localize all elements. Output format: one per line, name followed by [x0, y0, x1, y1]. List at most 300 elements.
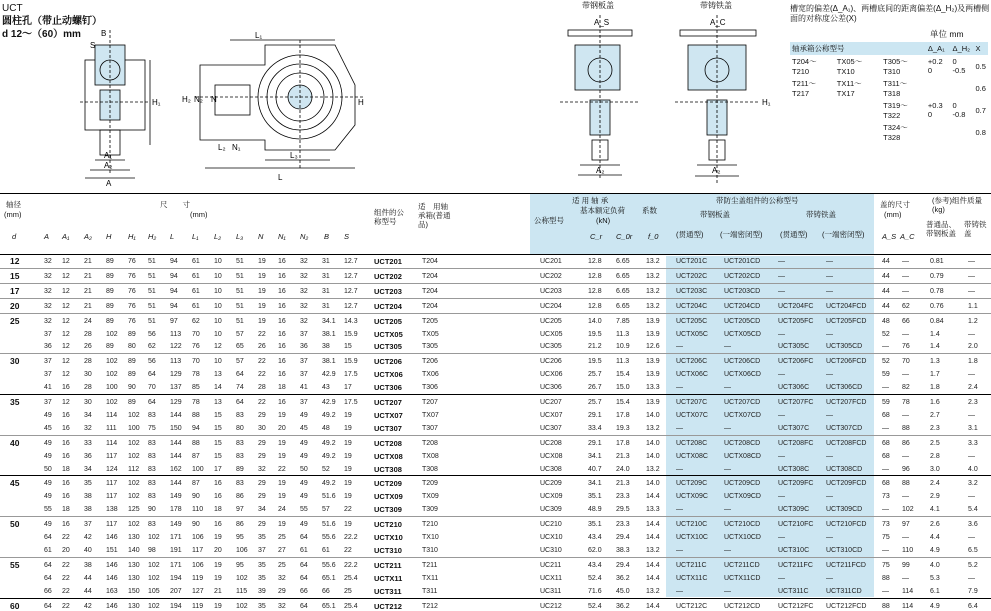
cell-height-ac: —: [902, 371, 909, 379]
cell-load-c0r: 6.65: [616, 287, 630, 295]
cell-dim-1: 16: [62, 493, 70, 501]
cell-dim-0: 36: [44, 343, 52, 351]
cell-dim-3: 146: [106, 602, 118, 610]
cell-dim-4: 90: [128, 384, 136, 392]
cell-unit-code: UCT202: [374, 271, 402, 281]
tolerance-row: [790, 99, 988, 121]
cell-unit-code: UCTX08: [374, 451, 403, 461]
cell-coef-f0: 13.2: [646, 302, 660, 310]
cell-mass-std: 2.9: [930, 493, 940, 501]
cell-dim-14: 25.4: [344, 602, 358, 610]
cell-dim-13: 42.9: [322, 399, 336, 406]
cell-cast-through: UCT306C: [778, 384, 810, 392]
cell-dim-14: 15: [344, 343, 352, 351]
cell-height-as: 75: [882, 561, 890, 569]
col-bearing: 适 用 轴 承: [572, 196, 609, 205]
cell-dim-9: 51: [236, 287, 244, 295]
cell-dim-8: 10: [214, 302, 222, 310]
cell-dim-4: 102: [128, 480, 140, 488]
cell-steel-through: UCT207C: [676, 399, 708, 406]
cell-dim-5: 70: [148, 384, 156, 392]
cell-mass-std: 2.7: [930, 411, 940, 419]
cell-housing-code: TX05: [422, 330, 439, 338]
label-AC: A_C: [710, 18, 726, 27]
cell-steel-closed: UCT209CD: [724, 480, 761, 488]
cell-dim-13: 42.9: [322, 371, 336, 379]
cell-height-as: 44: [882, 287, 890, 295]
cell-unit-code: UCT206: [374, 357, 402, 367]
row-separator: [0, 598, 991, 599]
cell-dim-9: 51: [236, 258, 244, 265]
cell-housing-code: TX11: [422, 574, 439, 582]
cell-mass-std: 2.5: [930, 439, 940, 447]
cell-dim-8: 13: [214, 399, 222, 406]
cell-unit-code: UCTX11: [374, 573, 403, 583]
cell-height-as: 73: [882, 493, 890, 501]
cell-bearing-code: UC209: [540, 480, 562, 488]
cell-mass-std: 6.1: [930, 587, 940, 595]
cell-bearing-code: UC207: [540, 399, 562, 406]
cell-cast-closed: UCT205FCD: [826, 317, 867, 325]
cell-dim-14: 12.7: [344, 302, 358, 310]
col-sym-4: H: [106, 232, 112, 241]
cell-dim-9: 89: [236, 465, 244, 473]
cell-dim-1: 16: [62, 480, 70, 488]
cell-dim-1: 16: [62, 411, 70, 419]
cell-height-ac: 66: [902, 317, 910, 325]
cell-dim-10: 19: [258, 272, 266, 280]
cell-dim-13: 31: [322, 302, 330, 310]
col-coef: 系数: [642, 206, 657, 215]
cell-dim-11: 25: [278, 561, 286, 569]
tolerance-cell-g3: T319～ T322: [883, 101, 908, 120]
cell-load-c0r: 15.0: [616, 384, 630, 392]
cell-bearing-code: UC308: [540, 465, 562, 473]
cell-dim-7: 70: [192, 330, 200, 338]
cell-steel-closed: UCT212CD: [724, 602, 761, 610]
cell-load-cr: 12.8: [588, 272, 602, 280]
cell-dim-6: 144: [170, 411, 182, 419]
cell-mass-std: 4.9: [930, 602, 940, 610]
cell-dim-11: 22: [278, 465, 286, 473]
cell-cast-closed: UCT309CD: [826, 506, 863, 514]
cell-coef-f0: 14.4: [646, 602, 660, 610]
cell-dim-1: 12: [62, 358, 70, 366]
cell-bearing-code: UCX07: [540, 411, 563, 419]
cell-dim-14: 14.3: [344, 317, 358, 325]
cell-dim-9: 83: [236, 452, 244, 460]
cell-housing-code: T207: [422, 399, 438, 406]
cell-dim-13: 49.2: [322, 480, 336, 488]
cell-load-c0r: 45.0: [616, 587, 630, 595]
cell-dim-8: 10: [214, 287, 222, 295]
cell-dim-4: 130: [128, 602, 140, 610]
cell-unit-code: UCT306: [374, 383, 402, 393]
cell-coef-f0: 14.4: [646, 521, 660, 529]
cell-dim-9: 64: [236, 371, 244, 379]
tolerance-cell-a: +0.2 0: [927, 57, 943, 75]
col-sym-extra-1: C_0r: [616, 232, 633, 241]
cell-load-cr: 25.7: [588, 371, 602, 379]
cell-dim-8: 10: [214, 317, 222, 325]
cell-mass-std: 1.3: [930, 358, 940, 366]
cell-load-cr: 52.4: [588, 602, 602, 610]
tolerance-row: [790, 77, 988, 99]
cell-dim-3: 124: [106, 465, 118, 473]
cell-steel-through: UCT210C: [676, 521, 708, 529]
cell-dim-8: 13: [214, 371, 222, 379]
cell-steel-through: UCT212C: [676, 602, 708, 610]
cell-dim-14: 19: [344, 424, 352, 432]
cell-dim-0: 32: [44, 302, 52, 310]
cell-load-c0r: 7.85: [616, 317, 630, 325]
cell-housing-code: TX07: [422, 411, 439, 419]
col-sym-12: N₁: [278, 232, 286, 241]
cell-dim-13: 38.1: [322, 358, 336, 366]
tolerance-cell-a: [926, 77, 951, 99]
cell-mass-std: 5.3: [930, 574, 940, 582]
cell-height-as: 68: [882, 411, 890, 419]
cell-height-as: 59: [882, 371, 890, 379]
cell-cast-closed: —: [826, 330, 833, 338]
cell-dim-6: 149: [170, 521, 182, 529]
cell-dim-7: 119: [192, 574, 204, 582]
cell-dim-2: 34: [84, 411, 92, 419]
cell-dim-5: 64: [148, 371, 156, 379]
cell-dim-1: 16: [62, 452, 70, 460]
row-separator: [0, 435, 991, 436]
cell-dim-4: 89: [128, 371, 136, 379]
cell-dim-8: 14: [214, 384, 222, 392]
cell-dim-11: 19: [278, 480, 286, 488]
cell-dim-5: 83: [148, 465, 156, 473]
cell-height-as: —: [882, 465, 889, 473]
cell-steel-closed: UCT211CD: [724, 561, 760, 569]
tolerance-table: [790, 42, 988, 143]
cell-height-as: 75: [882, 534, 890, 541]
col-housing: 适 用轴承箱(普通品): [418, 202, 451, 229]
cell-steel-closed: UCT201CD: [724, 258, 761, 265]
cell-height-ac: —: [902, 287, 909, 295]
cell-shaft-diameter: 55: [10, 559, 20, 570]
tolerance-title: 槽宽的偏差(Δ_A₁)、两槽底间的距离偏差(Δ_H₂)及两槽侧面的对称度公差(X): [790, 4, 990, 23]
cell-height-ac: —: [902, 574, 909, 582]
cell-unit-code: UCT310: [374, 545, 402, 555]
cell-load-cr: 48.9: [588, 506, 602, 514]
cell-cast-through: —: [778, 258, 785, 265]
cell-mass-std: 0.81: [930, 258, 944, 265]
cell-unit-code: UCTX10: [374, 533, 403, 542]
cell-height-as: 68: [882, 439, 890, 447]
cell-load-cr: 26.7: [588, 384, 602, 392]
cell-dim-8: 19: [214, 534, 222, 541]
cell-dim-10: 22: [258, 371, 266, 379]
cell-dim-12: 37: [300, 330, 308, 338]
cell-dim-10: 39: [258, 587, 266, 595]
table-header: [0, 193, 991, 255]
cell-unit-code: UCT203: [374, 286, 402, 296]
col-sym-7: L: [170, 232, 175, 241]
cell-steel-closed: —: [724, 424, 731, 432]
cell-dim-9: 86: [236, 521, 244, 529]
cell-dim-10: 37: [258, 546, 266, 554]
cell-housing-code: TX06: [422, 371, 439, 379]
cell-dim-4: 130: [128, 534, 140, 541]
cell-dim-10: 19: [258, 287, 266, 295]
cell-dim-13: 38: [322, 343, 330, 351]
cell-dim-5: 102: [148, 534, 160, 541]
cell-load-c0r: 17.8: [616, 411, 630, 419]
cell-dim-4: 76: [128, 287, 136, 295]
cell-cast-closed: UCT207FCD: [826, 399, 867, 406]
cell-dim-7: 127: [192, 587, 204, 595]
cell-dim-7: 100: [192, 465, 204, 473]
cell-mass-std: 0.76: [930, 302, 944, 310]
cell-dim-1: 12: [62, 317, 70, 325]
cell-dim-13: 31: [322, 258, 330, 265]
cell-load-cr: 34.1: [588, 480, 602, 488]
cell-coef-f0: 13.2: [646, 258, 660, 265]
col-sym-8: L₁: [192, 232, 199, 241]
cell-bearing-code: UC307: [540, 424, 562, 432]
cell-steel-closed: —: [724, 587, 731, 595]
cell-load-cr: 12.8: [588, 302, 602, 310]
label-L1: L₁: [255, 31, 263, 40]
cell-dim-13: 61: [322, 546, 330, 554]
cell-dim-9: 83: [236, 480, 244, 488]
cell-dim-2: 26: [84, 343, 92, 351]
cell-dim-0: 37: [44, 371, 52, 379]
cell-steel-closed: UCTX08CD: [724, 452, 761, 460]
cell-mass-cast: 2.3: [968, 399, 978, 406]
cell-dim-7: 106: [192, 561, 204, 569]
cell-dim-6: 122: [170, 343, 182, 351]
cell-dim-8: 10: [214, 272, 222, 280]
label-S: S: [90, 41, 96, 50]
cell-dim-12: 32: [300, 258, 308, 265]
cell-dim-4: 76: [128, 258, 136, 265]
cell-mass-cast: —: [968, 330, 975, 338]
col-sym-6: H₂: [148, 232, 157, 241]
cell-mass-cast: 7.9: [968, 587, 978, 595]
cell-load-c0r: 10.9: [616, 343, 630, 351]
cell-load-cr: 33.4: [588, 424, 602, 432]
label-N2: N₂: [194, 95, 203, 104]
cell-cast-through: —: [778, 371, 785, 379]
cell-dim-4: 76: [128, 272, 136, 280]
cell-mass-std: 1.7: [930, 371, 940, 379]
cell-housing-code: T204: [422, 258, 438, 265]
cell-height-ac: —: [902, 452, 909, 460]
label-H2: H₂: [182, 95, 191, 104]
cell-steel-closed: UCT202CD: [724, 272, 761, 280]
cell-height-ac: —: [902, 272, 909, 280]
cell-dim-2: 40: [84, 546, 92, 554]
cell-dim-0: 32: [44, 287, 52, 295]
cell-dim-12: 49: [300, 521, 308, 529]
row-separator: [0, 516, 991, 517]
cell-housing-code: T310: [422, 546, 438, 554]
cell-dim-6: 144: [170, 480, 182, 488]
cell-dim-0: 64: [44, 574, 52, 582]
label-L3: L₃: [290, 151, 298, 160]
cell-load-cr: 52.4: [588, 574, 602, 582]
tolerance-cell-x: 0.8: [975, 127, 986, 137]
cell-dim-5: 102: [148, 602, 160, 610]
cell-steel-through: UCTX08C: [676, 452, 708, 460]
cell-load-c0r: 29.4: [616, 561, 630, 569]
cell-dim-1: 12: [62, 399, 70, 406]
cell-dim-7: 78: [192, 371, 200, 379]
cell-dim-14: 17.5: [344, 371, 358, 379]
cell-coef-f0: 14.4: [646, 561, 660, 569]
cell-cast-closed: UCT306CD: [826, 384, 863, 392]
cell-coef-f0: 14.0: [646, 411, 660, 419]
cell-dim-11: 19: [278, 493, 286, 501]
cell-dim-9: 86: [236, 493, 244, 501]
cell-coef-f0: 13.2: [646, 272, 660, 280]
label-H: H: [358, 98, 364, 107]
cell-height-ac: —: [902, 534, 909, 541]
cell-dim-9: 64: [236, 399, 244, 406]
cell-dim-3: 89: [106, 317, 114, 325]
cell-mass-cast: 1.2: [968, 317, 978, 325]
cell-dim-10: 32: [258, 465, 266, 473]
cell-dim-10: 28: [258, 384, 266, 392]
cell-dim-4: 89: [128, 358, 136, 366]
cell-dim-6: 144: [170, 452, 182, 460]
tolerance-cell-g1: [790, 121, 835, 143]
cell-steel-closed: UCT208CD: [724, 439, 761, 447]
cell-dim-4: 102: [128, 452, 140, 460]
cell-dim-12: 36: [300, 343, 308, 351]
cell-dim-6: 94: [170, 287, 178, 295]
cell-dim-5: 83: [148, 452, 156, 460]
cell-dim-2: 33: [84, 439, 92, 447]
cell-dim-13: 55.6: [322, 534, 336, 541]
cell-dim-2: 28: [84, 358, 92, 366]
cell-dim-10: 19: [258, 317, 266, 325]
cell-dim-2: 35: [84, 480, 92, 488]
cell-dim-13: 65.1: [322, 574, 336, 582]
cell-load-c0r: 11.3: [616, 330, 630, 338]
cell-coef-f0: 14.4: [646, 534, 660, 541]
cell-dim-10: 35: [258, 561, 266, 569]
cell-coef-f0: 13.2: [646, 587, 660, 595]
cell-load-c0r: 19.3: [616, 424, 630, 432]
row-separator: [0, 353, 991, 354]
cell-mass-cast: —: [968, 371, 975, 379]
cell-cast-closed: —: [826, 493, 833, 501]
tol-col-a: Δ_A₁: [927, 44, 945, 53]
cell-cast-through: —: [778, 330, 785, 338]
cell-load-cr: 25.7: [588, 399, 602, 406]
cell-cast-closed: UCT204FCD: [826, 302, 867, 310]
cell-housing-code: T308: [422, 465, 438, 473]
col-through-1: (贯通型): [676, 230, 704, 239]
cell-cast-through: UCT305C: [778, 343, 810, 351]
cell-mass-std: 0.84: [930, 317, 944, 325]
cell-bearing-code: UC201: [540, 258, 562, 265]
col-height-unit: (mm): [884, 210, 902, 219]
cell-height-as: 52: [882, 330, 890, 338]
tol-col-head: 轴承箱公称型号: [792, 44, 845, 53]
cell-dim-9: 102: [236, 574, 248, 582]
cell-dim-2: 38: [84, 506, 92, 514]
cell-dim-2: 32: [84, 424, 92, 432]
label-A1: A₁: [104, 151, 113, 160]
cell-dim-8: 10: [214, 330, 222, 338]
cell-dim-14: 12.7: [344, 272, 358, 280]
cell-steel-closed: UCTX10CD: [724, 534, 761, 541]
cell-dim-14: 25.4: [344, 574, 358, 582]
cell-housing-code: T307: [422, 424, 438, 432]
cell-dim-3: 117: [106, 480, 118, 488]
cell-dim-7: 119: [192, 602, 204, 610]
cell-cast-closed: UCT208FCD: [826, 439, 867, 447]
cell-unit-code: UCT205: [374, 316, 402, 326]
cell-height-ac: 86: [902, 439, 910, 447]
cell-dim-4: 140: [128, 546, 140, 554]
cell-steel-through: UCT206C: [676, 358, 708, 366]
cell-housing-code: TX08: [422, 452, 439, 460]
col-cast: 带铸铁盖: [806, 210, 836, 219]
cell-height-as: —: [882, 546, 889, 554]
cell-cast-through: UCT308C: [778, 465, 810, 473]
cell-cast-closed: UCT206FCD: [826, 358, 867, 366]
cell-height-as: 52: [882, 358, 890, 366]
cell-dim-6: 113: [170, 330, 182, 338]
cell-steel-through: UCT211C: [676, 561, 707, 569]
cell-height-ac: 114: [902, 587, 914, 595]
cell-dim-6: 144: [170, 439, 182, 447]
cell-dim-11: 16: [278, 272, 286, 280]
cell-dim-10: 29: [258, 452, 266, 460]
cell-bearing-code: UCX09: [540, 493, 563, 501]
cell-shaft-diameter: 50: [10, 519, 20, 530]
cell-dim-10: 22: [258, 330, 266, 338]
cell-coef-f0: 13.9: [646, 330, 660, 338]
cell-dim-14: 22.2: [344, 534, 358, 541]
cell-dim-7: 88: [192, 411, 200, 419]
cell-dim-12: 49: [300, 411, 308, 419]
cell-steel-closed: —: [724, 546, 731, 554]
cell-unit-code: UCTX07: [374, 410, 403, 420]
cell-dim-13: 43: [322, 384, 330, 392]
cell-height-as: —: [882, 343, 889, 351]
cell-dim-11: 16: [278, 258, 286, 265]
cell-height-ac: —: [902, 258, 909, 265]
cell-dim-13: 31: [322, 272, 330, 280]
cell-dim-5: 83: [148, 439, 156, 447]
cell-dim-14: 17: [344, 384, 352, 392]
cell-mass-std: 3.0: [930, 465, 940, 473]
cell-dim-11: 16: [278, 343, 286, 351]
cell-dim-0: 50: [44, 465, 52, 473]
cell-cast-through: UCT212FC: [778, 602, 814, 610]
cell-dim-12: 55: [300, 506, 308, 514]
cell-dim-1: 16: [62, 521, 70, 529]
cell-unit-code: UCT311: [374, 586, 402, 596]
label-N1: N₁: [232, 143, 241, 152]
cell-dim-5: 102: [148, 561, 160, 569]
cell-mass-cast: —: [968, 574, 975, 582]
tolerance-cell-x: 0.5: [975, 61, 986, 71]
cell-load-cr: 14.0: [588, 317, 602, 325]
cell-housing-code: T309: [422, 506, 438, 514]
cell-dim-5: 51: [148, 317, 156, 325]
cell-height-as: 88: [882, 602, 890, 610]
